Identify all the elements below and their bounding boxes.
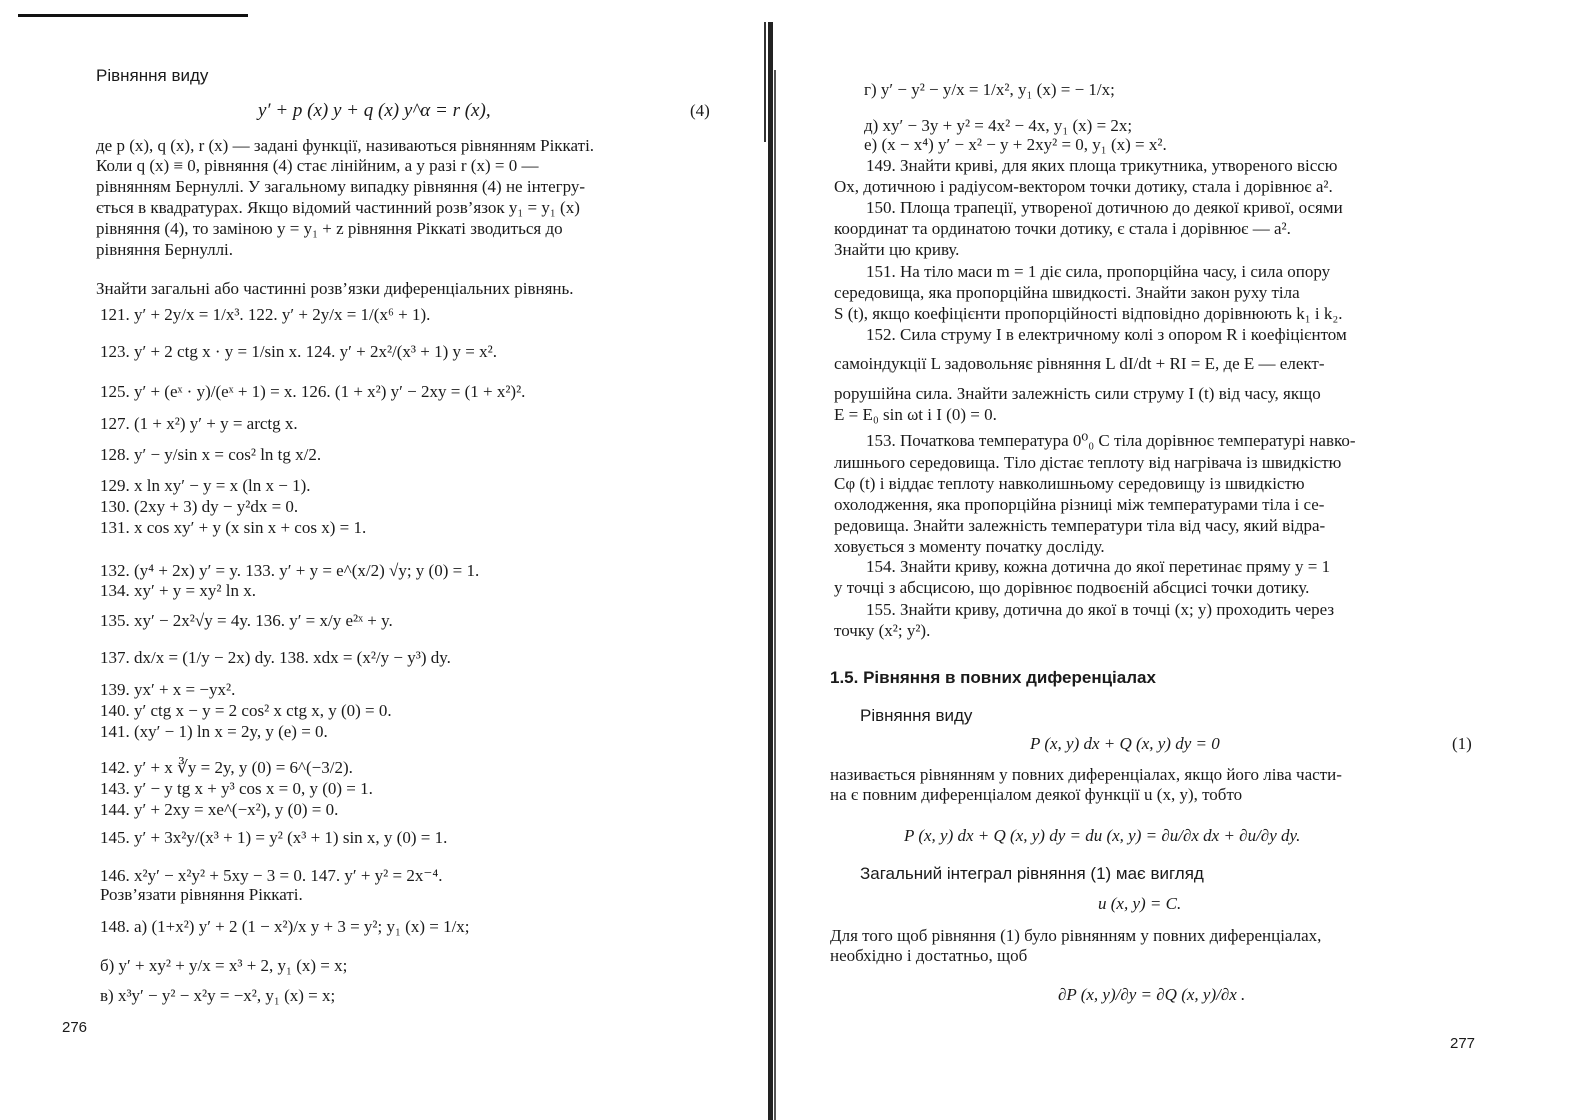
paragraph-line: Коли q (x) ≡ 0, рівняння (4) стає лінійним, а у разі r (x) = 0 — [96,156,539,175]
paragraph-line: на є повним диференціалом деякої функції u (x, y), тобто [830,785,1243,804]
equation-3: u (x, y) = C. [1098,894,1182,913]
section-intro: Рівняння виду [860,706,973,725]
problem-text: лишнього середовища. Тіло дістає теплоту від нагрівача із швидкістю [834,453,1342,472]
problem-text: точку (x²; y²). [834,621,931,640]
problem-148c: в) x³y′ − y² − x²y = −x², y₁ (x) = x; [100,986,336,1005]
section-title: 1.5. Рівняння в повних диференціалах [830,668,1156,687]
problem-141: 141. (xy′ − 1) ln x = 2y, y (e) = 0. [100,722,328,741]
book-spine-shadow [764,22,766,142]
page-number: 277 [1450,1035,1476,1052]
problem-148a: 148. а) (1+x²) y′ + 2 (1 − x²)/x y + 3 = y²; y₁ (x) = 1/x; [100,917,470,936]
equation-1-number: (1) [1452,734,1472,753]
problem-135-136: 135. xy′ − 2x²√y = 4y. 136. y′ = x/y e²ˣ + y. [100,611,393,630]
problem-127: 127. (1 + x²) y′ + y = arctg x. [100,414,298,433]
problem-text: редовища. Знайти залежність температури тіла від часу, який відра- [834,516,1326,535]
problem-text: E = E₀ sin ωt і I (0) = 0. [834,405,997,424]
problem-143: 143. y′ − y tg x + y³ cos x = 0, y (0) = 1. [100,779,373,798]
problem-132-133: 132. (y⁴ + 2x) y′ = y. 133. y′ + y = e^(x/2) √y; y (0) = 1. [100,561,480,580]
problem-text: у точці з абсцисою, що дорівнює подвоєній абсцисі точки дотику. [834,578,1310,597]
problem-139: 139. yx′ + x = −yx². [100,680,236,699]
problem-text: охолодження, яка пропорційна різниці між температурами тіла і се- [834,495,1325,514]
right-page [776,0,1582,1120]
problem-121-122: 121. y′ + 2y/x = 1/x³. 122. y′ + 2y/x = 1/(x⁶ + 1). [100,305,431,324]
problem-148b: б) y′ + xy² + y/x = x³ + 2, y₁ (x) = x; [100,956,348,975]
problem-text: 153. Початкова температура 0⁰₀ C тіла дорівнює температурі навко- [866,431,1356,450]
general-integral-text: Загальний інтеграл рівняння (1) має вигляд [860,864,1204,883]
equation-4-number: (4) [690,101,710,120]
problem-text: 150. Площа трапеції, утвореної дотичною до деякої кривої, осями [866,198,1343,217]
riccati-heading: Розв’язати рівняння Ріккаті. [100,885,303,904]
paragraph-line: Для того щоб рівняння (1) було рівнянням у повних диференціалах, [830,926,1322,945]
problem-text: 155. Знайти криву, дотична до якої в точці (x; y) проходить через [866,600,1335,619]
problem-148f: е) (x − x⁴) y′ − x² − y + 2xy² = 0, y₁ (x) = x². [864,135,1167,154]
problem-125-126: 125. y′ + (eˣ · y)/(eˣ + 1) = x. 126. (1 + x²) y′ − 2xy = (1 + x²)². [100,382,526,401]
equation-1: P (x, y) dx + Q (x, y) dy = 0 [1030,734,1220,753]
problem-131: 131. x cos xy′ + y (x sin x + cos x) = 1. [100,518,367,537]
problem-text: середовища, яка пропорційна швидкості. Знайти закон руху тіла [834,283,1300,302]
problem-text: 151. На тіло маси m = 1 діє сила, пропорційна часу, і сила опору [866,262,1331,281]
equation-4: y′ + p (x) y + q (x) y^α = r (x), [258,100,491,121]
problem-129: 129. x ln xy′ − y = x (ln x − 1). [100,476,311,495]
intro-text: Рівняння виду [96,66,209,85]
problem-text: Cφ (t) і віддає теплоту навколишньому середовищу із швидкістю [834,474,1305,493]
problem-123-124: 123. y′ + 2 ctg x · y = 1/sin x. 124. y′ + 2x²/(x³ + 1) y = x². [100,342,497,361]
paragraph-line: рівнянням Бернуллі. У загальному випадку рівняння (4) не інтегру- [96,177,586,196]
problem-140: 140. y′ ctg x − y = 2 cos² x ctg x, y (0) = 0. [100,701,392,720]
problem-146-147: 146. x²y′ − x²y² + 5xy − 3 = 0. 147. y′ + y² = 2x⁻⁴. [100,866,443,885]
problem-text: 152. Сила струму I в електричному колі з опором R і коефіцієнтом [866,325,1347,344]
paragraph-line: називається рівнянням у повних диференціалах, якщо його ліва части- [830,765,1342,784]
problem-text: координат та ординатою точки дотику, є стала і дорівнює — a². [834,219,1291,238]
left-page [0,0,760,1120]
paragraph-line: рівняння (4), то заміною y = y₁ + z рівняння Ріккаті зводиться до [96,219,563,238]
paragraph-line: рівняння Бернуллі. [96,240,234,259]
problem-137-138: 137. dx/x = (1/y − 2x) dy. 138. xdx = (x²/y − y³) dy. [100,648,451,667]
problem-text: 149. Знайти криві, для яких площа трикутника, утвореного віссю [866,156,1338,175]
problem-text: S (t), якщо коефіцієнти пропорційності відповідно дорівнюють k₁ і k₂. [834,304,1343,323]
equation-2: P (x, y) dx + Q (x, y) dy = du (x, y) = ∂u/∂x dx + ∂u/∂y dy. [904,826,1301,845]
problem-text: 154. Знайти криву, кожна дотична до якої перетинає пряму y = 1 [866,557,1331,576]
equation-5: ∂P (x, y)/∂y = ∂Q (x, y)/∂x . [1058,985,1246,1004]
paragraph-line: де p (x), q (x), r (x) — задані функції, називаються рівнянням Ріккаті. [96,136,595,155]
page-number: 276 [62,1019,88,1036]
problem-text: Ox, дотичною і радіусом-вектором точки дотику, стала і дорівнює a². [834,177,1333,196]
problem-text: рорушійна сила. Знайти залежність сили струму I (t) від часу, якщо [834,384,1321,403]
problem-130: 130. (2xy + 3) dy − y²dx = 0. [100,497,299,516]
problem-text: ховується з моменту початку досліду. [834,537,1105,556]
paragraph-line: ється в квадратурах. Якщо відомий частинний розв’язок y₁ = y₁ (x) [96,198,580,217]
problem-text: самоіндукції L задовольняє рівняння L dI/dt + RI = E, де E — елект- [834,354,1325,373]
problem-148d: г) y′ − y² − y/x = 1/x², y₁ (x) = − 1/x; [864,80,1115,99]
problem-142: 142. y′ + x ∛y = 2y, y (0) = 6^(−3/2). [100,758,353,777]
problem-145: 145. y′ + 3x²y/(x³ + 1) = y² (x³ + 1) sin x, y (0) = 1. [100,828,448,847]
paragraph-line: необхідно і достатньо, щоб [830,946,1028,965]
task-heading: Знайти загальні або частинні розв’язки диференціальних рівнянь. [96,279,574,298]
problem-text: Знайти цю криву. [834,240,960,259]
problem-148e: д) xy′ − 3y + y² = 4x² − 4x, y₁ (x) = 2x; [864,116,1133,135]
book-spine [768,22,773,1120]
problem-144: 144. y′ + 2xy = xe^(−x²), y (0) = 0. [100,800,339,819]
problem-134: 134. xy′ + y = xy² ln x. [100,581,256,600]
problem-128: 128. y′ − y/sin x = cos² ln tg x/2. [100,445,322,464]
